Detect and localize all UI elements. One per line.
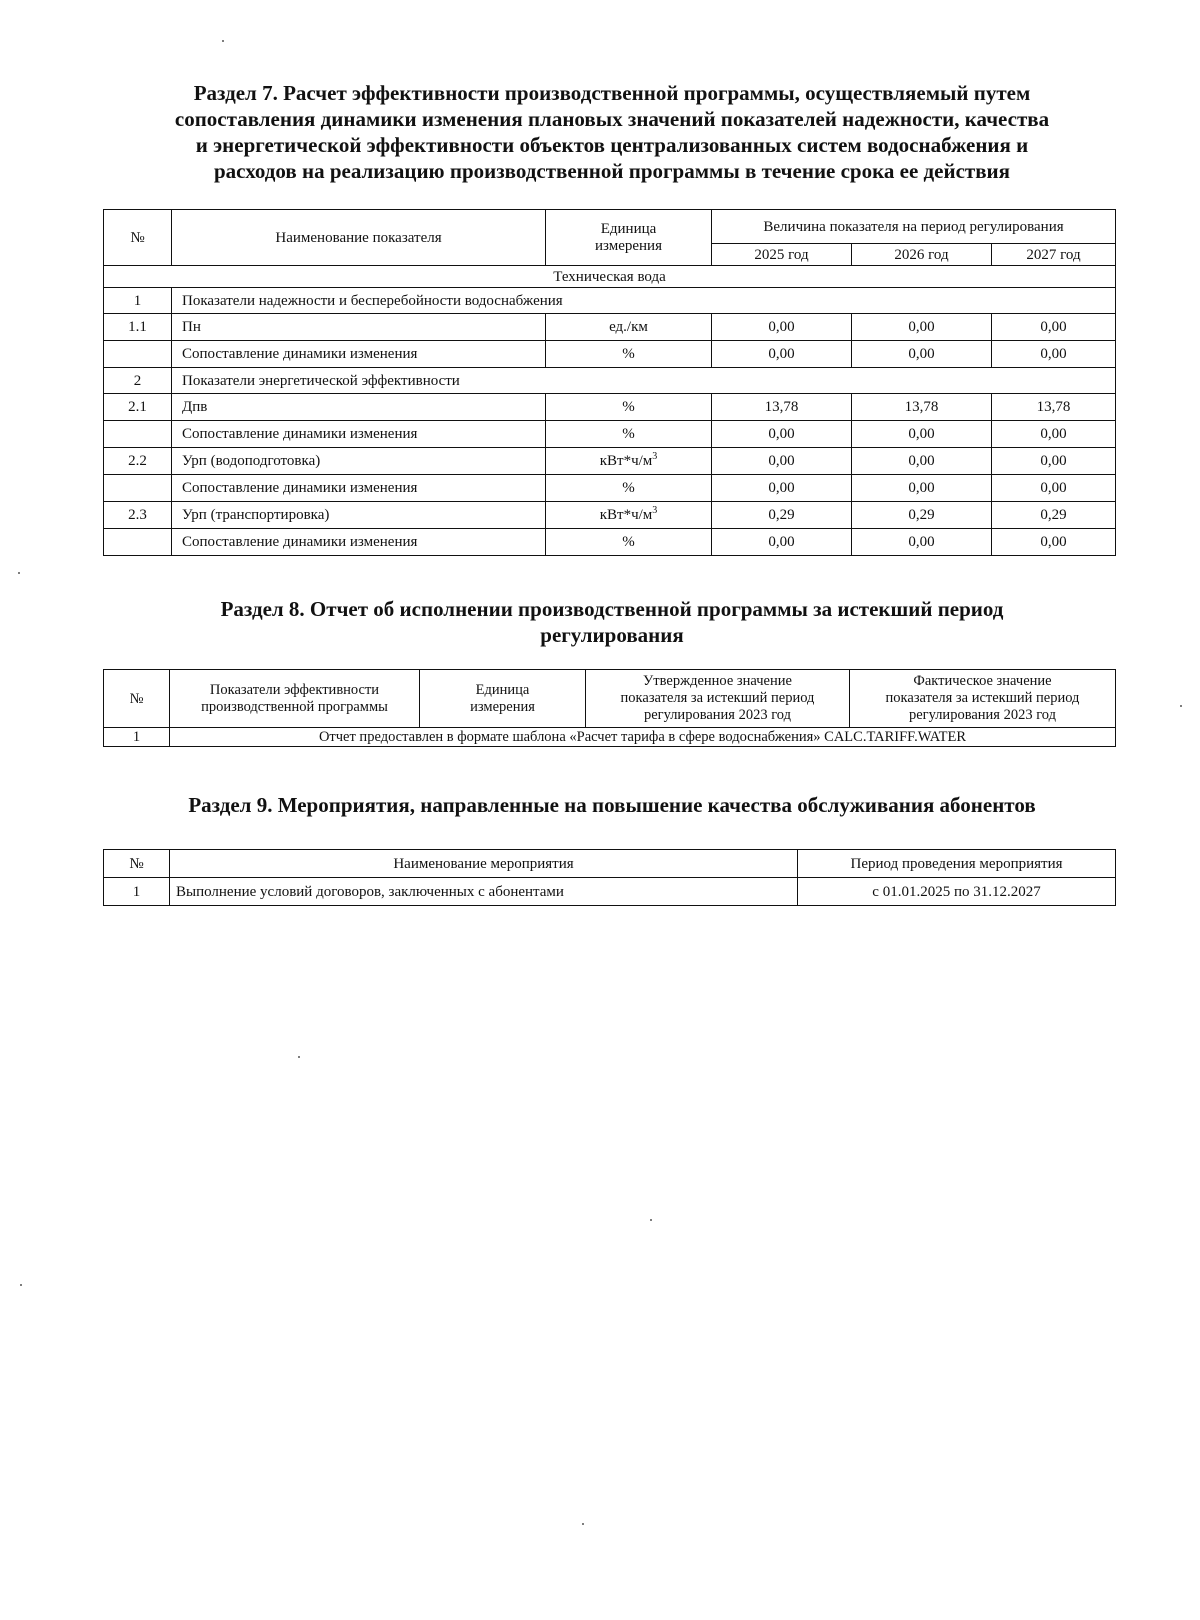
section7-title <box>100 80 1124 184</box>
row-num: 2.2 <box>104 448 172 475</box>
row-num <box>104 421 172 448</box>
indicator-value: 13,78 <box>712 394 852 421</box>
indicator-value: 0,00 <box>992 421 1116 448</box>
header-approved-line: регулирования 2023 год <box>643 707 792 723</box>
section8-table <box>103 669 1116 747</box>
header-approved-line: Утвержденное значение <box>643 673 792 689</box>
indicator-row <box>104 394 1116 421</box>
indicator-row <box>104 341 1116 368</box>
header-unit <box>420 670 586 728</box>
scan-speck <box>298 1056 300 1058</box>
indicator-row <box>104 502 1116 529</box>
header-num: № <box>104 210 172 266</box>
indicator-unit <box>546 394 712 421</box>
group-name: Показатели энергетической эффективности <box>172 368 1116 394</box>
header-year: 2025 год <box>712 244 852 266</box>
indicator-value: 0,00 <box>992 475 1116 502</box>
header-indicator-name: Наименование показателя <box>172 210 546 266</box>
section7-table <box>103 209 1116 556</box>
unit-text: % <box>622 399 635 415</box>
indicator-value: 0,00 <box>712 341 852 368</box>
indicator-value: 0,00 <box>712 475 852 502</box>
indicator-value: 0,00 <box>852 448 992 475</box>
unit-text: % <box>622 480 635 496</box>
scan-speck <box>1180 705 1182 707</box>
indicator-value: 0,00 <box>712 421 852 448</box>
header-actual-value <box>850 670 1116 728</box>
unit-text: кВт*ч/м <box>599 507 653 523</box>
indicator-value: 0,00 <box>992 314 1116 341</box>
section7-title-line: Раздел 7. Расчет эффективности производственной программы, осуществляемый путем <box>193 81 1031 105</box>
indicator-name: Пн <box>172 314 546 341</box>
indicator-value: 0,29 <box>712 502 852 529</box>
indicator-value: 0,29 <box>992 502 1116 529</box>
row-num: 1 <box>104 728 170 747</box>
row-num: 2 <box>104 368 172 394</box>
indicator-unit <box>546 314 712 341</box>
unit-text: ед./км <box>609 319 648 335</box>
indicator-value: 0,00 <box>992 341 1116 368</box>
section7-title-line: сопоставления динамики изменения плановых значений показателей надежности, качества <box>174 107 1050 131</box>
indicator-name: Сопоставление динамики изменения <box>172 341 546 368</box>
indicator-row <box>104 475 1116 502</box>
indicator-value: 13,78 <box>852 394 992 421</box>
indicator-unit <box>546 421 712 448</box>
header-approved-line: показателя за истекший период <box>620 690 815 706</box>
unit-text: % <box>622 346 635 362</box>
indicator-value: 0,00 <box>712 314 852 341</box>
header-indicators-line: производственной программы <box>201 698 388 715</box>
row-num: 1 <box>104 878 170 906</box>
header-unit <box>546 210 712 266</box>
header-actual-line: регулирования 2023 год <box>908 707 1057 723</box>
indicator-row <box>104 448 1116 475</box>
indicator-row <box>104 314 1116 341</box>
indicator-unit <box>546 448 712 475</box>
indicator-value: 0,00 <box>852 529 992 556</box>
section9-table <box>103 849 1116 906</box>
section7-title-line: расходов на реализацию производственной программы в течение срока ее действия <box>213 159 1011 183</box>
indicator-unit <box>546 529 712 556</box>
header-unit-line: измерения <box>470 698 535 715</box>
indicator-value: 0,00 <box>992 448 1116 475</box>
indicator-unit <box>546 475 712 502</box>
report-note: Отчет предоставлен в формате шаблона «Расчет тарифа в сфере водоснабжения» CALC.TARIFF.WATER <box>170 728 1116 747</box>
row-num: 1.1 <box>104 314 172 341</box>
scan-speck <box>650 1219 652 1221</box>
indicator-value: 0,00 <box>852 421 992 448</box>
row-num <box>104 475 172 502</box>
header-activity-period: Период проведения мероприятия <box>798 850 1116 878</box>
header-unit-line: измерения <box>594 237 662 254</box>
header-year: 2027 год <box>992 244 1116 266</box>
header-num: № <box>104 850 170 878</box>
row-num: 2.3 <box>104 502 172 529</box>
unit-superscript: 3 <box>652 505 658 516</box>
indicator-value: 13,78 <box>992 394 1116 421</box>
indicator-value: 0,00 <box>852 475 992 502</box>
row-num <box>104 341 172 368</box>
unit-text: % <box>622 426 635 442</box>
indicator-unit <box>546 502 712 529</box>
group-name: Показатели надежности и бесперебойности водоснабжения <box>172 288 1116 314</box>
header-actual-line: показателя за истекший период <box>885 690 1080 706</box>
unit-superscript: 3 <box>652 451 658 462</box>
indicator-row <box>104 421 1116 448</box>
indicator-row <box>104 529 1116 556</box>
indicator-value: 0,00 <box>992 529 1116 556</box>
row-num <box>104 529 172 556</box>
header-actual-line: Фактическое значение <box>913 673 1052 689</box>
scan-speck <box>222 40 224 42</box>
indicator-value: 0,29 <box>852 502 992 529</box>
section8-title-line: Раздел 8. Отчет об исполнении производственной программы за истекший период <box>220 597 1004 621</box>
category-row: Техническая вода <box>104 266 1116 288</box>
header-approved-value <box>586 670 850 728</box>
header-indicators <box>170 670 420 728</box>
indicator-value: 0,00 <box>712 448 852 475</box>
header-unit-line: Единица <box>475 681 530 698</box>
indicator-name: Урп (транспортировка) <box>172 502 546 529</box>
header-activity-name: Наименование мероприятия <box>170 850 798 878</box>
section7-title-line: и энергетической эффективности объектов централизованных систем водоснабжения и <box>195 133 1029 157</box>
scan-speck <box>20 1284 22 1286</box>
section7-table-body <box>104 288 1116 556</box>
indicator-name: Сопоставление динамики изменения <box>172 475 546 502</box>
section9-title <box>100 792 1124 818</box>
scan-speck <box>582 1523 584 1525</box>
indicator-name: Урп (водоподготовка) <box>172 448 546 475</box>
indicator-name: Сопоставление динамики изменения <box>172 529 546 556</box>
header-num: № <box>104 670 170 728</box>
indicator-value: 0,00 <box>712 529 852 556</box>
section9-title-line: Раздел 9. Мероприятия, направленные на повышение качества обслуживания абонентов <box>188 793 1036 817</box>
indicator-name: Сопоставление динамики изменения <box>172 421 546 448</box>
activity-name: Выполнение условий договоров, заключенных с абонентами <box>170 878 798 906</box>
scan-speck <box>18 572 20 574</box>
indicator-unit <box>546 341 712 368</box>
header-period: Величина показателя на период регулирования <box>712 210 1116 244</box>
section8-title <box>100 596 1124 648</box>
unit-text: кВт*ч/м <box>599 453 653 469</box>
section8-title-line: регулирования <box>540 623 684 647</box>
indicator-value: 0,00 <box>852 314 992 341</box>
indicator-name: Дпв <box>172 394 546 421</box>
group-row <box>104 288 1116 314</box>
indicator-value: 0,00 <box>852 341 992 368</box>
activity-period: с 01.01.2025 по 31.12.2027 <box>798 878 1116 906</box>
row-num: 1 <box>104 288 172 314</box>
unit-text: % <box>622 534 635 550</box>
header-year: 2026 год <box>852 244 992 266</box>
header-unit-line: Единица <box>600 220 657 237</box>
group-row <box>104 368 1116 394</box>
header-indicators-line: Показатели эффективности <box>209 681 380 698</box>
row-num: 2.1 <box>104 394 172 421</box>
